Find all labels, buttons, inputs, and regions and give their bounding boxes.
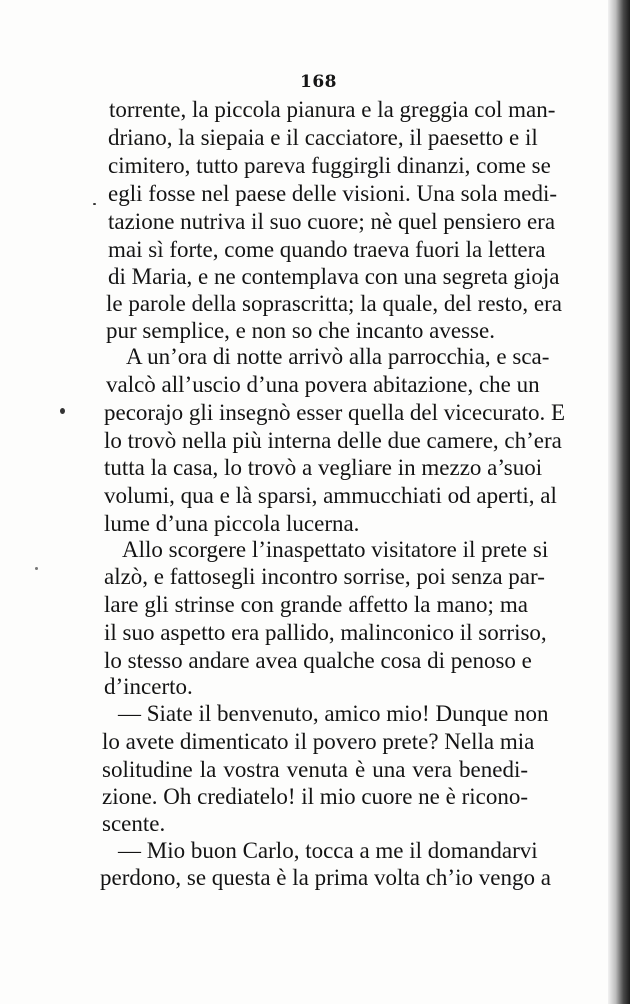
text-line: volumi, qua e là sparsi, ammucchiati od aperti, al bbox=[104, 483, 557, 508]
text-line: perdono, se questa è la prima volta ch’io vengo a bbox=[100, 865, 551, 890]
page-number: 168 bbox=[300, 72, 337, 92]
text-line: di Maria, e ne contemplava con una segreta gioja bbox=[108, 264, 560, 289]
text-line: le parole della soprascritta; la quale, del resto, era bbox=[106, 291, 562, 316]
text-line: Allo scorgere l’inaspettato visitatore il prete si bbox=[122, 537, 549, 562]
page-binding-shadow bbox=[608, 0, 630, 1004]
text-line: il suo aspetto era pallido, malinconico il sorriso, bbox=[104, 620, 547, 645]
text-line: egli fosse nel paese delle visioni. Una sola medi- bbox=[108, 181, 558, 206]
text-line: alzò, e fattosegli incontro sorrise, poi senza par- bbox=[104, 564, 545, 589]
text-line: cimitero, tutto pareva fuggirgli dinanzi, come se bbox=[108, 153, 551, 178]
text-line: — Siate il benvenuto, amico mio! Dunque non bbox=[118, 701, 549, 726]
text-line: A un’ora di notte arrivò alla parrocchia, e sca- bbox=[126, 344, 550, 369]
ink-speck bbox=[60, 408, 65, 414]
ink-speck bbox=[93, 203, 96, 205]
text-line: driano, la siepaia e il cacciatore, il paesetto e il bbox=[108, 125, 538, 150]
text-line: lo stesso andare avea qualche cosa di penoso e bbox=[104, 648, 532, 673]
text-line: lare gli strinse con grande affetto la mano; ma bbox=[104, 592, 528, 617]
text-line: — Mio buon Carlo, tocca a me il domandarvi bbox=[118, 838, 538, 863]
text-line: scente. bbox=[102, 811, 166, 836]
ink-speck bbox=[35, 567, 38, 570]
text-line: mai sì forte, come quando traeva fuori la lettera bbox=[108, 237, 546, 262]
text-line: zione. Oh crediatelo! il mio cuore ne è ricono- bbox=[102, 784, 528, 809]
text-line: tutta la casa, lo trovò a vegliare in mezzo a’suoi bbox=[104, 455, 543, 480]
text-line: pur semplice, e non so che incanto avesse. bbox=[106, 318, 495, 343]
text-line: pecorajo gli insegnò esser quella del vicecurato. E bbox=[104, 400, 566, 425]
text-line: lume d’una piccola lucerna. bbox=[104, 511, 360, 536]
text-line: d’incerto. bbox=[104, 674, 193, 699]
text-line: torrente, la piccola pianura e la greggia col man- bbox=[109, 97, 556, 122]
text-line: valcò all’uscio d’una povera abitazione, che un bbox=[106, 372, 540, 397]
text-line: lo trovò nella più interna delle due camere, ch’era bbox=[104, 428, 562, 453]
text-line: solitudine la vostra venuta è una vera benedi- bbox=[102, 757, 528, 782]
text-line: tazione nutriva il suo cuore; nè quel pensiero era bbox=[108, 209, 556, 234]
text-line: lo avete dimenticato il povero prete? Nella mia bbox=[102, 729, 535, 754]
